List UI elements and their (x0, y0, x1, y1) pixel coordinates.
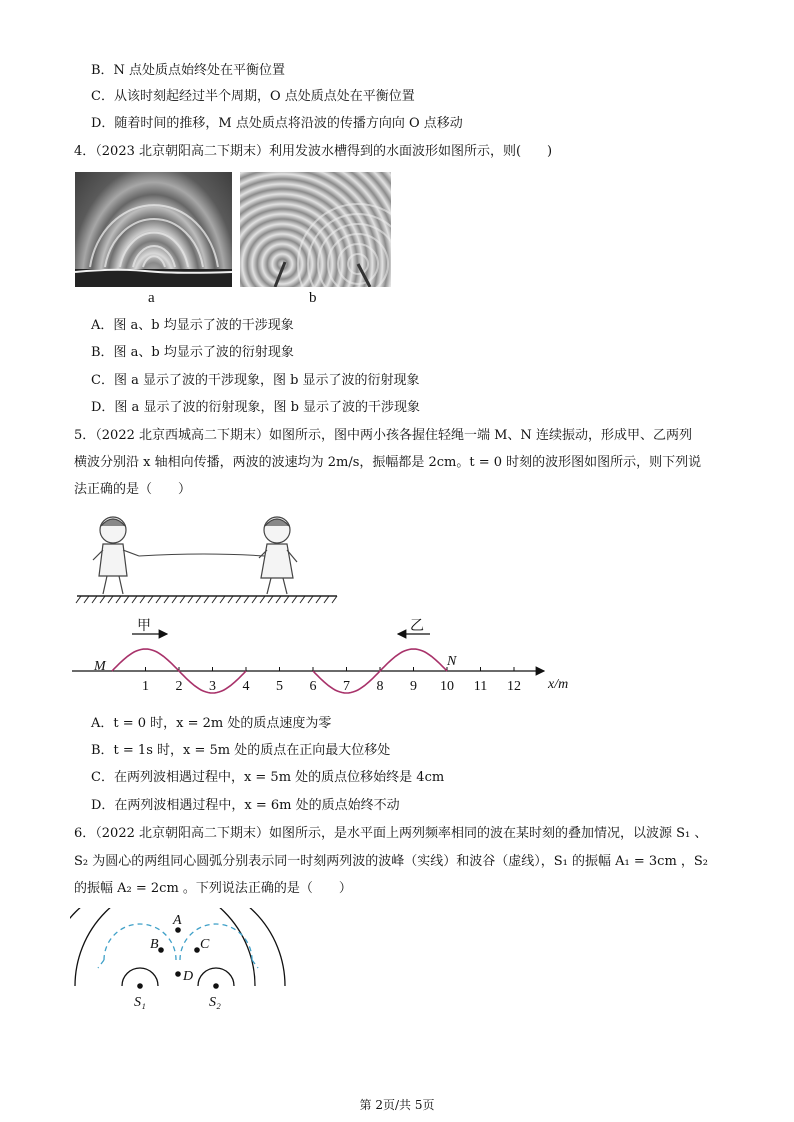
label-yi: 乙 (410, 618, 424, 634)
q6-stem-line1: 6．（2022 北京朝阳高二下期末）如图所示，是水平面上两列频率相同的波在某时刻的叠加情况，以波源 S₁ 、 (74, 826, 708, 841)
tick-label-11: 11 (473, 679, 488, 694)
caption-b: b (309, 290, 317, 306)
tick-label-6: 6 (309, 679, 317, 694)
tick-label-7: 7 (343, 679, 350, 694)
x-axis-label: x/m (548, 677, 569, 692)
q6-stem-line3: 的振幅 A₂ = 2cm 。下列说法正确的是（ ） (74, 881, 352, 896)
tick-label-1: 1 (142, 679, 149, 694)
interference-diagram (70, 908, 300, 1018)
q6-stem-line2: S₂ 为圆心的两组同心圆弧分别表示同一时刻两列波的波峰（实线）和波谷（虚线），S₁ 的振幅 A₁ = 3cm ，S₂ (74, 854, 709, 869)
wave-graph (70, 612, 570, 694)
tick-label-8: 8 (376, 679, 384, 694)
q5-option-d: D．在两列波相遇过程中，x = 6m 处的质点始终不动 (91, 798, 400, 813)
water-wave-photo-b (240, 172, 391, 287)
point-s1 (137, 983, 143, 989)
q5-option-c: C．在两列波相遇过程中，x = 5m 处的质点位移始终是 4cm (91, 770, 445, 785)
tick-label-4: 4 (242, 679, 250, 694)
q3-option-d: D．随着时间的推移，M 点处质点将沿波的传播方向向 O 点移动 (91, 116, 463, 131)
water-wave-photo-a (75, 172, 232, 287)
q5-stem-line1: 5．（2022 北京西城高二下期末）如图所示，图中两小孩各握住轻绳一端 M、N 连续振动，形成甲、乙两列 (74, 428, 692, 443)
children-rope-illustration (75, 508, 345, 604)
label-b: B (150, 937, 159, 952)
q5-option-b: B．t = 1s 时，x = 5m 处的质点在正向最大位移处 (91, 743, 391, 758)
page-footer: 第 2页/共 5页 (359, 1098, 435, 1112)
tick-label-10: 10 (440, 679, 454, 694)
label-a: A (173, 913, 182, 928)
label-d: D (183, 969, 194, 984)
label-jia: 甲 (137, 618, 151, 634)
tick-label-3: 3 (209, 679, 216, 694)
tick-label-9: 9 (410, 679, 417, 694)
point-a (175, 927, 181, 933)
q3-option-c: C．从该时刻起经过半个周期，O 点处质点处在平衡位置 (91, 89, 415, 104)
q5-stem-line2: 横波分别沿 x 轴相向传播，两波的波速均为 2m/s，振幅都是 2cm。t = 0 时刻的波形图如图所示，则下列说 (74, 455, 702, 470)
q4-option-a: A．图 a、b 均显示了波的干涉现象 (91, 318, 294, 333)
q3-option-b: B．N 点处质点始终处在平衡位置 (91, 63, 286, 78)
label-c: C (200, 937, 210, 952)
caption-a: a (148, 290, 155, 306)
point-b (158, 947, 164, 953)
q5-stem-line3: 法正确的是（ ） (74, 482, 192, 497)
label-s2: S₂ (209, 995, 221, 1010)
point-d (175, 971, 181, 977)
point-s2 (213, 983, 219, 989)
right-child-figure (259, 517, 297, 594)
point-c (194, 947, 200, 953)
tick-label-12: 12 (507, 679, 521, 694)
q4-option-b: B．图 a、b 均显示了波的衍射现象 (91, 345, 294, 360)
q5-option-a: A．t = 0 时，x = 2m 处的质点速度为零 (91, 716, 332, 731)
tick-label-2: 2 (175, 679, 183, 694)
q4-option-d: D．图 a 显示了波的衍射现象，图 b 显示了波的干涉现象 (91, 400, 421, 415)
label-m: M (94, 659, 106, 674)
tick-label-5: 5 (276, 679, 283, 694)
left-child-figure (93, 517, 139, 594)
q4-stem: 4．（2023 北京朝阳高二下期末）利用发波水槽得到的水面波形如图所示，则( ) (74, 144, 553, 159)
q4-option-c: C．图 a 显示了波的干涉现象，图 b 显示了波的衍射现象 (91, 373, 420, 388)
label-n: N (447, 654, 457, 669)
label-s1: S₁ (134, 995, 146, 1010)
